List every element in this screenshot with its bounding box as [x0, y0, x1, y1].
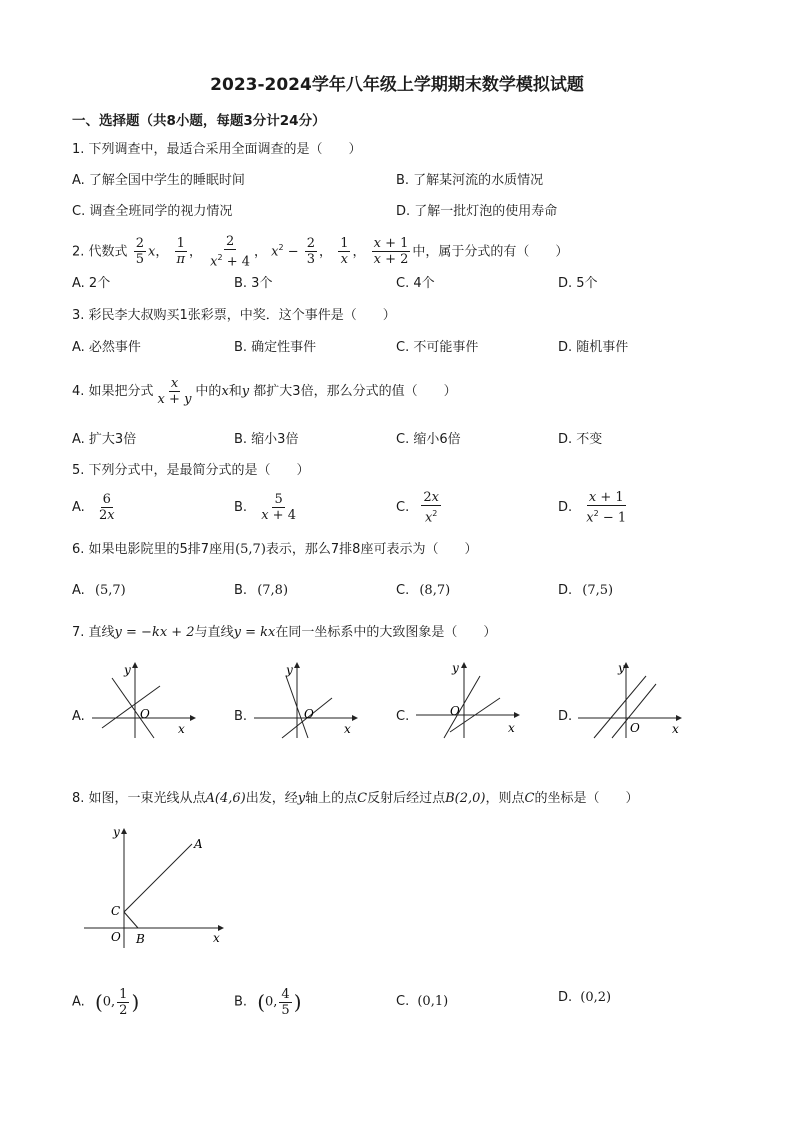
svg-text:x: x: [508, 721, 515, 735]
q4-option-c[interactable]: C. 缩小6倍: [396, 432, 461, 447]
q5-stem: 5. 下列分式中，是最简分式的是（ ）: [72, 463, 310, 478]
q1-stem: 1. 下列调查中，最适合采用全面调查的是（ ）: [72, 142, 362, 157]
q7-option-c-label[interactable]: C.: [396, 709, 410, 724]
svg-text:y: y: [286, 663, 293, 677]
q7-graph-a[interactable]: [90, 660, 200, 740]
q6-stem: 6. 如果电影院里的5排7座用(5,7)表示，那么7排8座可表示为（ ）: [72, 542, 478, 557]
q2-option-d[interactable]: D. 5个: [558, 276, 598, 291]
q2-expr-6: $\frac{x + 1}{x + 2}$: [373, 236, 409, 268]
q7-equation-1: y = −kx + 2: [114, 625, 195, 640]
q4-prefix: 4. 如果把分式: [72, 384, 154, 399]
q6-option-c[interactable]: C. (8,7): [396, 583, 451, 598]
q8-label-c: C: [111, 904, 121, 918]
svg-text:x: x: [178, 722, 185, 736]
svg-text:O: O: [140, 707, 150, 721]
q3-option-d[interactable]: D. 随机事件: [558, 340, 629, 355]
svg-text:y: y: [124, 663, 131, 677]
q8-label-o: O: [111, 930, 121, 944]
q3-option-c[interactable]: C. 不可能事件: [396, 340, 479, 355]
q2-number: 2. 代数式: [72, 244, 128, 260]
q8-option-a[interactable]: A. (0, $\frac{1}{2}$ ): [72, 986, 140, 1018]
q2-option-b[interactable]: B. 3个: [234, 276, 273, 291]
q8-y-label: y: [113, 825, 120, 839]
q2-expr-4: x: [271, 244, 279, 260]
q3-option-b[interactable]: B. 确定性事件: [234, 340, 317, 355]
section-heading: 一、选择题（共8小题，每题3分计24分）: [72, 113, 326, 129]
svg-text:O: O: [450, 704, 460, 718]
q5-option-b[interactable]: B. $\frac{5}{x + 4}$: [234, 492, 296, 523]
svg-text:x: x: [672, 722, 679, 736]
q7-stem: 7. 直线y = −kx + 2与直线y = kx在同一坐标系中的大致图象是（ ）: [72, 625, 497, 640]
q8-point-a: A(4,6): [205, 791, 246, 806]
q7-graph-c[interactable]: [414, 660, 524, 740]
q5-option-d[interactable]: D. $\frac{x + 1}{x^2 - 1}$: [558, 490, 627, 526]
q8-figure: [80, 824, 230, 950]
q2-stem: 2. 代数式 $\frac{2}{5}$ x， $\frac{1}{\pi}$ ， $\frac{2}{x^2 + 4}$ ， $x^2$ − $\frac{2}{3}$ ， $\frac{1}{x}$ ， $\frac{x + 1}{x + 2}$ 中，属于分式的有（ ）: [72, 234, 569, 270]
q2-expr-2: $\frac{1}{\pi}$: [176, 236, 185, 268]
page-title: 2023-2024学年八年级上学期期末数学模拟试题: [210, 75, 584, 95]
q7-option-b-label[interactable]: B.: [234, 709, 248, 724]
q7-equation-2: y = kx: [233, 625, 276, 640]
q4-fraction: $\frac{x}{x + y}$: [157, 376, 192, 407]
q6-option-a[interactable]: A. (5,7): [72, 583, 126, 598]
q8-label-a: A: [194, 837, 203, 851]
q8-option-d[interactable]: D. (0,2): [558, 990, 612, 1005]
q8-option-b[interactable]: B. (0, $\frac{4}{5}$ ): [234, 986, 302, 1018]
q2-expr-3: $\frac{2}{x^2 + 4}$: [210, 234, 251, 270]
q1-option-b[interactable]: B. 了解某河流的水质情况: [396, 173, 544, 188]
q8-point-b: B(2,0): [445, 791, 486, 806]
q3-option-a[interactable]: A. 必然事件: [72, 340, 141, 355]
svg-text:y: y: [618, 661, 625, 675]
q2-option-a[interactable]: A. 2个: [72, 276, 111, 291]
q4-stem: 4. 如果把分式 $\frac{x}{x + y}$ 中的x和y 都扩大3倍，那么分式的值（ ）: [72, 376, 457, 407]
q6-point: (5,7): [235, 542, 266, 557]
q8-stem: 8. 如图，一束光线从点A(4,6)出发，经y轴上的点C反射后经过点B(2,0)，则点C的坐标是（ ）: [72, 791, 639, 806]
q3-stem: 3. 彩民李大叔购买1张彩票，中奖．这个事件是（ ）: [72, 308, 396, 323]
svg-text:O: O: [304, 707, 314, 721]
q1-option-c[interactable]: C. 调查全班同学的视力情况: [72, 204, 233, 219]
q4-option-d[interactable]: D. 不变: [558, 432, 603, 447]
q4-option-a[interactable]: A. 扩大3倍: [72, 432, 137, 447]
q2-tail: 中，属于分式的有（ ）: [412, 244, 569, 260]
q2-option-c[interactable]: C. 4个: [396, 276, 435, 291]
svg-text:y: y: [452, 661, 459, 675]
q8-x-label: x: [213, 931, 220, 945]
q6-option-b[interactable]: B. (7,8): [234, 583, 289, 598]
q7-graph-d[interactable]: [576, 660, 686, 740]
svg-text:O: O: [630, 721, 640, 735]
q1-option-d[interactable]: D. 了解一批灯泡的使用寿命: [396, 204, 558, 219]
svg-text:x: x: [344, 722, 351, 736]
q7-option-d-label[interactable]: D.: [558, 709, 573, 724]
q2-expr-5: $\frac{1}{x}$: [340, 236, 349, 268]
q7-option-a-label[interactable]: A.: [72, 709, 85, 724]
q8-option-c[interactable]: C. (0,1): [396, 994, 449, 1009]
q5-option-a[interactable]: A. $\frac{6}{2x}$: [72, 492, 115, 523]
q8-label-b: B: [136, 932, 145, 946]
q6-option-d[interactable]: D. (7,5): [558, 583, 614, 598]
q5-option-c[interactable]: C. $\frac{2x}{x^2}$: [396, 490, 439, 526]
q1-option-a[interactable]: A. 了解全国中学生的睡眠时间: [72, 173, 245, 188]
q2-expr-1: $\frac{2}{5}$: [135, 236, 144, 268]
q4-option-b[interactable]: B. 缩小3倍: [234, 432, 299, 447]
q7-graph-b[interactable]: [252, 660, 362, 740]
